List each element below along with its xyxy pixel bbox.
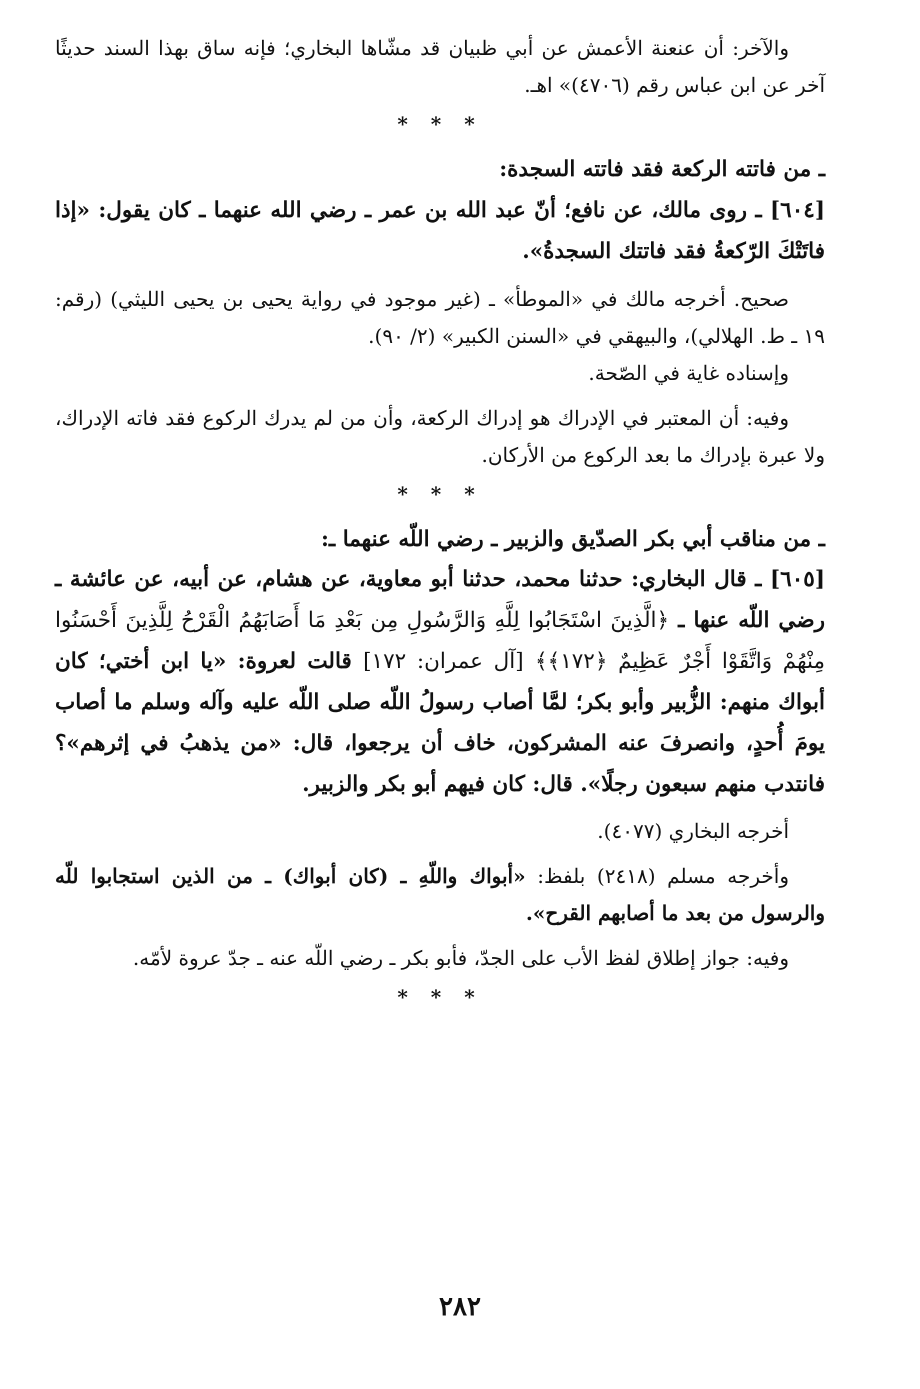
- isnad-paragraph: وإسناده غاية في الصّحة.: [588, 360, 789, 385]
- quran-verse: ﴿الَّذِينَ اسْتَجَابُوا لِلَّهِ وَالرَّسُولِ مِن بَعْدِ مَا أَصَابَهُمُ الْقَرْحُ لِلَّذِينَ أَحْسَنُوا مِنْهُمْ وَاتَّقَوْا أَجْرٌ عَظِيمٌ ﴿١٧٢﴾﴾: [55, 608, 826, 675]
- hadith-body: قالت لعروة: «يا ابن أختي؛ كان أبواك منهم: الزُّبير وأبو بكر؛ لمَّا أصاب رسولُ اللّه صلى اللّه عليه وآله وسلم ما أصاب يومَ أُحدٍ، وانصرفَ عنه المشركون، خاف أن يرجعوا، قال: «من يذهبُ في إثرهم»؟ فانتدب منهم سبعون رجلًا». قال: كان فيهم أبو بكر والزبير.: [55, 649, 825, 797]
- takhrij-prefix: وأخرجه مسلم (٢٤١٨) بلفظ:: [525, 864, 790, 889]
- section-heading: ـ من مناقب أبي بكر الصدّيق والزبير ـ رضي اللّه عنهما ـ:: [320, 526, 825, 552]
- fiqh-note-paragraph: وفيه: جواز إطلاق لفظ الأب على الجدّ، فأبو بكر ـ رضي اللّه عنه ـ جدّ عروة لأمّه.: [132, 946, 789, 971]
- hadith-text: [55, 560, 825, 805]
- section-heading: ـ من فاتته الركعة فقد فاتته السجدة:: [499, 157, 825, 182]
- page-number: ٢٨٢: [439, 1292, 481, 1322]
- paragraph-continuation: والآخر: أن عنعنة الأعمش عن أبي ظبيان قد مشّاها البخاري؛ فإنه ساق بهذا السند حديثًا آخر عن ابن عباس رقم (٤٧٠٦)» اهـ.: [55, 36, 825, 97]
- muslim-wording: «أبواك واللّهِ ـ (كان أبواك) ـ من الذين استجابوا للّه والرسول من بعد ما أصابهم القرح».: [55, 864, 825, 926]
- section-separator: * * *: [397, 112, 483, 136]
- takhrij-paragraph: صحيح. أخرجه مالك في «الموطأ» ـ (غير موجود في رواية يحيى بن يحيى الليثي) (رقم: ١٩ ـ ط. الهلالي)، والبيهقي في «السنن الكبير» (٢/ ٩٠).: [55, 286, 825, 348]
- section-separator: * * *: [397, 481, 483, 506]
- takhrij-paragraph-muslim: [55, 858, 825, 932]
- takhrij-paragraph: أخرجه البخاري (٤٠٧٧).: [597, 819, 789, 844]
- verse-reference: [آل عمران: ١٧٢]: [363, 649, 524, 675]
- fiqh-note-paragraph: وفيه: أن المعتبر في الإدراك هو إدراك الركعة، وأن من لم يدرك الركوع فقد فاته الإدراك، ولا عبرة بإدراك ما بعد الركوع من الأركان.: [55, 405, 825, 467]
- section-separator: * * *: [397, 985, 483, 1010]
- hadith-intro: [٦٠٥] ـ قال البخاري: حدثنا محمد، حدثنا أبو معاوية، عن هشام، عن أبيه، عن عائشة ـ رضي اللّه عنها ـ: [55, 567, 825, 634]
- page-body: [55, 30, 825, 1023]
- hadith-text: [٦٠٤] ـ روى مالك، عن نافع؛ أنّ عبد الله بن عمر ـ رضي الله عنهما ـ كان يقول: «إذا فاتَتْكَ الرّكعةُ فقد فاتتك السجدةُ».: [55, 197, 825, 264]
